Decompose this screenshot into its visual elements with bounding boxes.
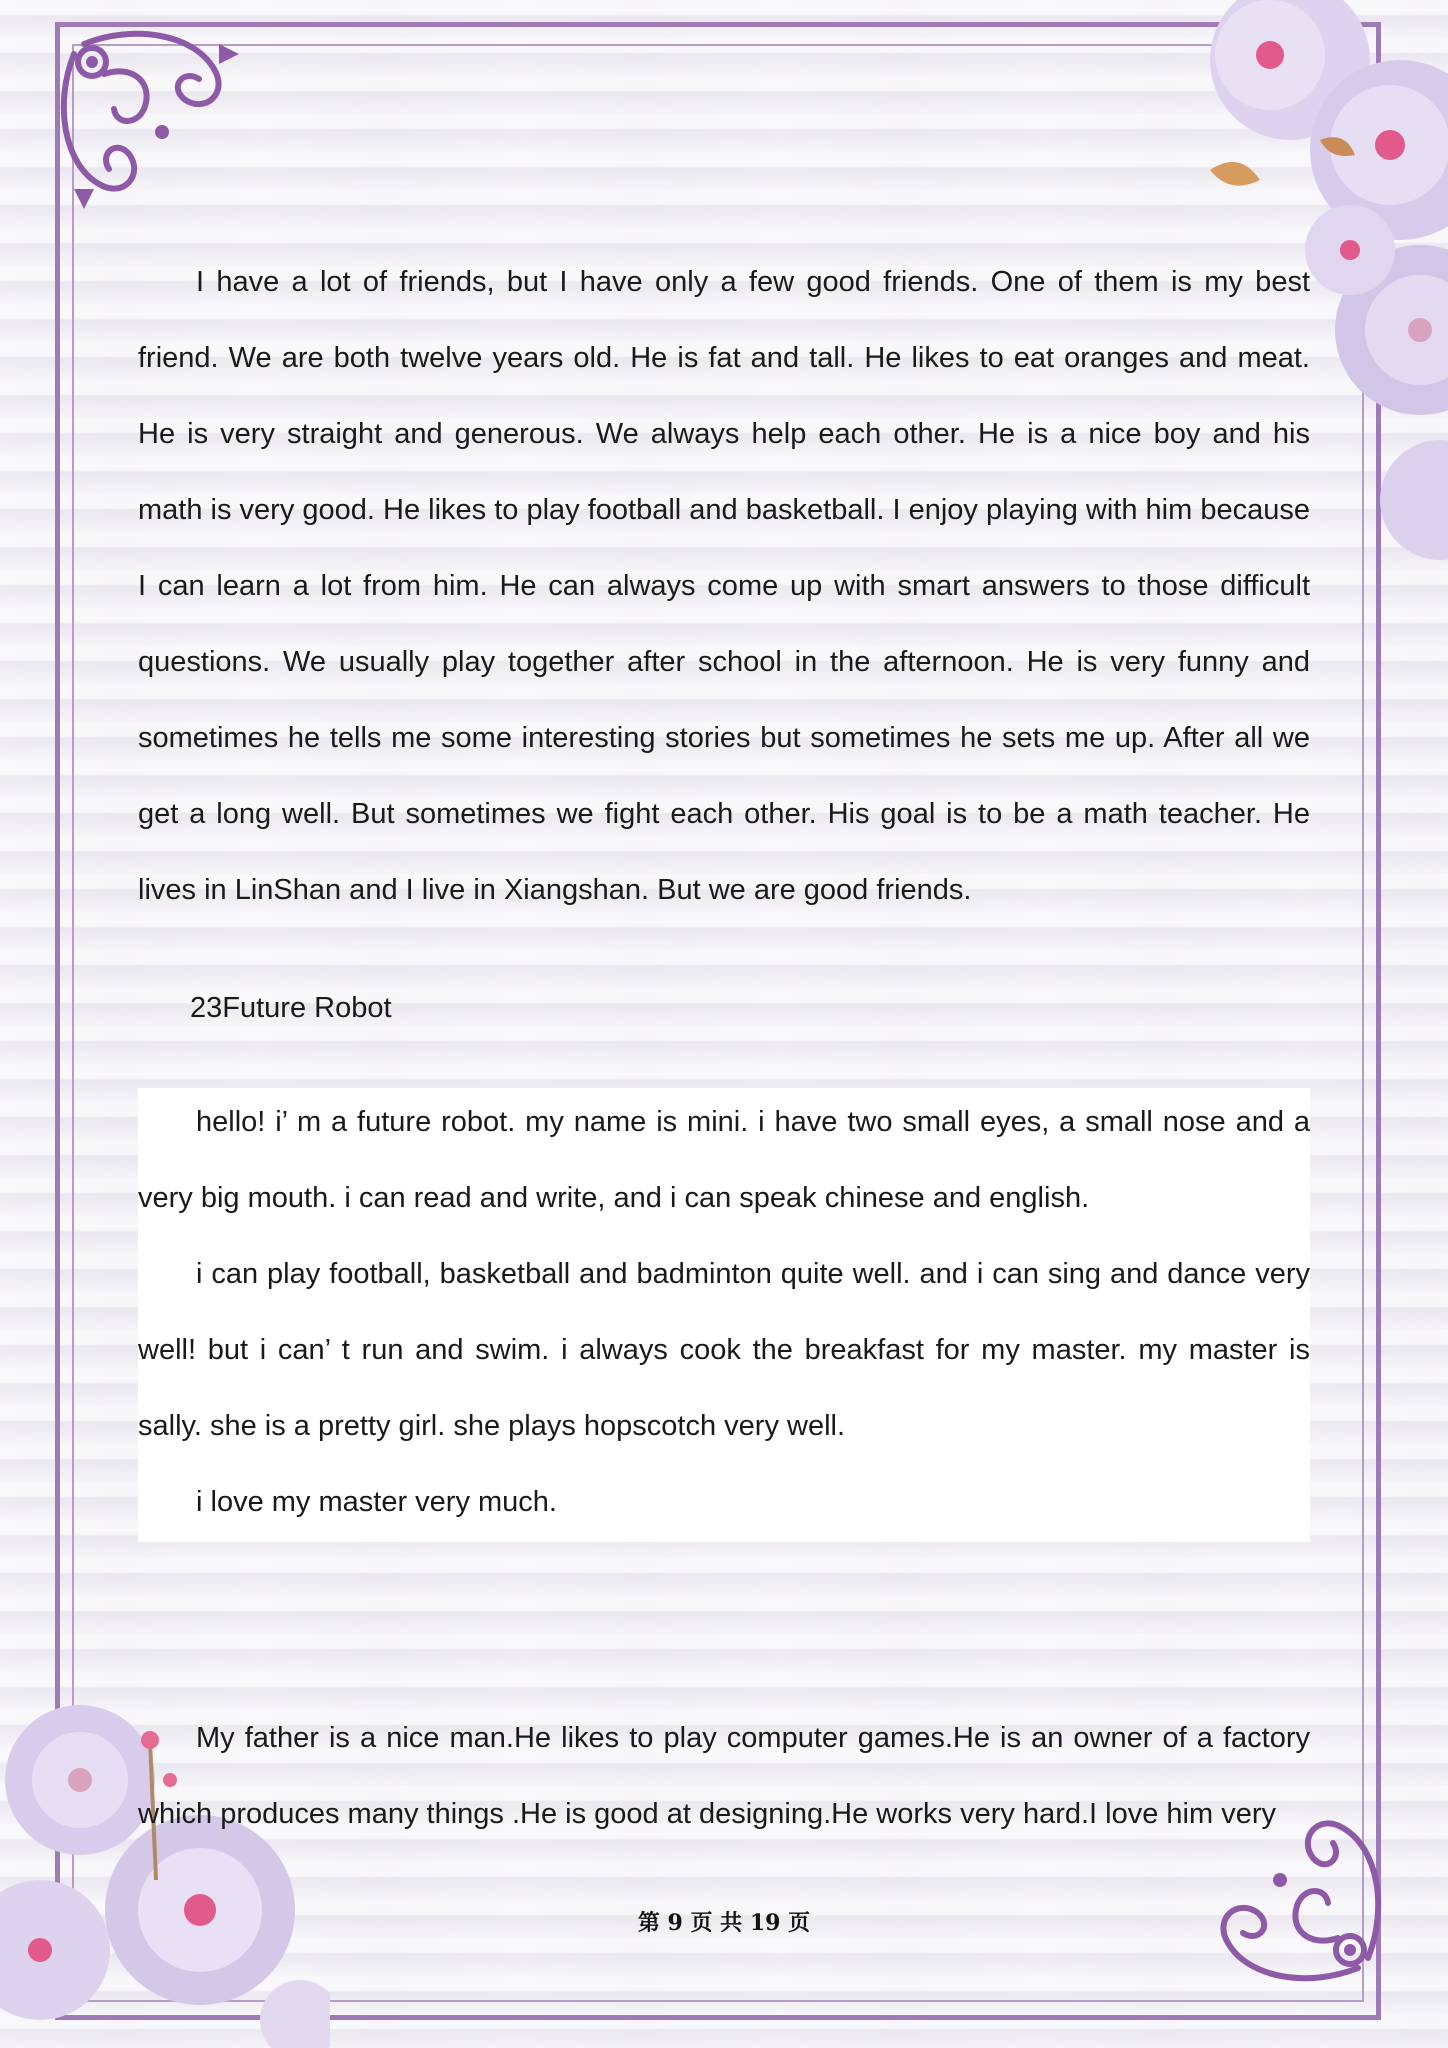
father-paragraph-text: My father is a nice man.He likes to play computer games.He is an owner of a factory which produces many things .He is good at designing.He works very hard.I love him very xyxy=(138,1722,1310,1830)
section-heading: 23Future Robot xyxy=(190,992,392,1024)
corner-top-left-ornament-icon xyxy=(44,14,264,224)
robot-paragraph-1: hello! i’ m a future robot. my name is mini. i have two small eyes, a small nose and a very big mouth. i can read and write, and i can speak chinese and english. xyxy=(138,1106,1310,1214)
robot-paragraphs xyxy=(138,1084,1310,1540)
robot-paragraph-2: i can play football, basketball and badminton quite well. and i can sing and dance very well! but i can’ t run and swim. i always cook the breakfast for my master. my master is sally. she is a pretty girl. she plays hopscotch very well. xyxy=(138,1258,1310,1442)
father-paragraph xyxy=(138,1700,1310,1852)
friend-paragraph xyxy=(138,244,1310,928)
robot-paragraph-3: i love my master very much. xyxy=(196,1486,557,1518)
page-number-footer: 第 9 页 共 19 页 xyxy=(637,1910,811,1936)
friend-paragraph-text: I have a lot of friends, but I have only a few good friends. One of them is my best friend. We are both twelve years old. He is fat and tall. He likes to eat oranges and meat. He is very straight and generous. We always help each other. He is a nice boy and his math is very good. He likes to play football and basketball. I enjoy playing with him because I can learn a lot from him. He can always come up with smart answers to those difficult questions. We usually play together after school in the afternoon. He is very funny and sometimes he tells me some interesting stories but sometimes he sets me up. After all we get a long well. But sometimes we fight each other. His goal is to be a math teacher. He lives in LinShan and I live in Xiangshan. But we are good friends. xyxy=(138,266,1310,906)
